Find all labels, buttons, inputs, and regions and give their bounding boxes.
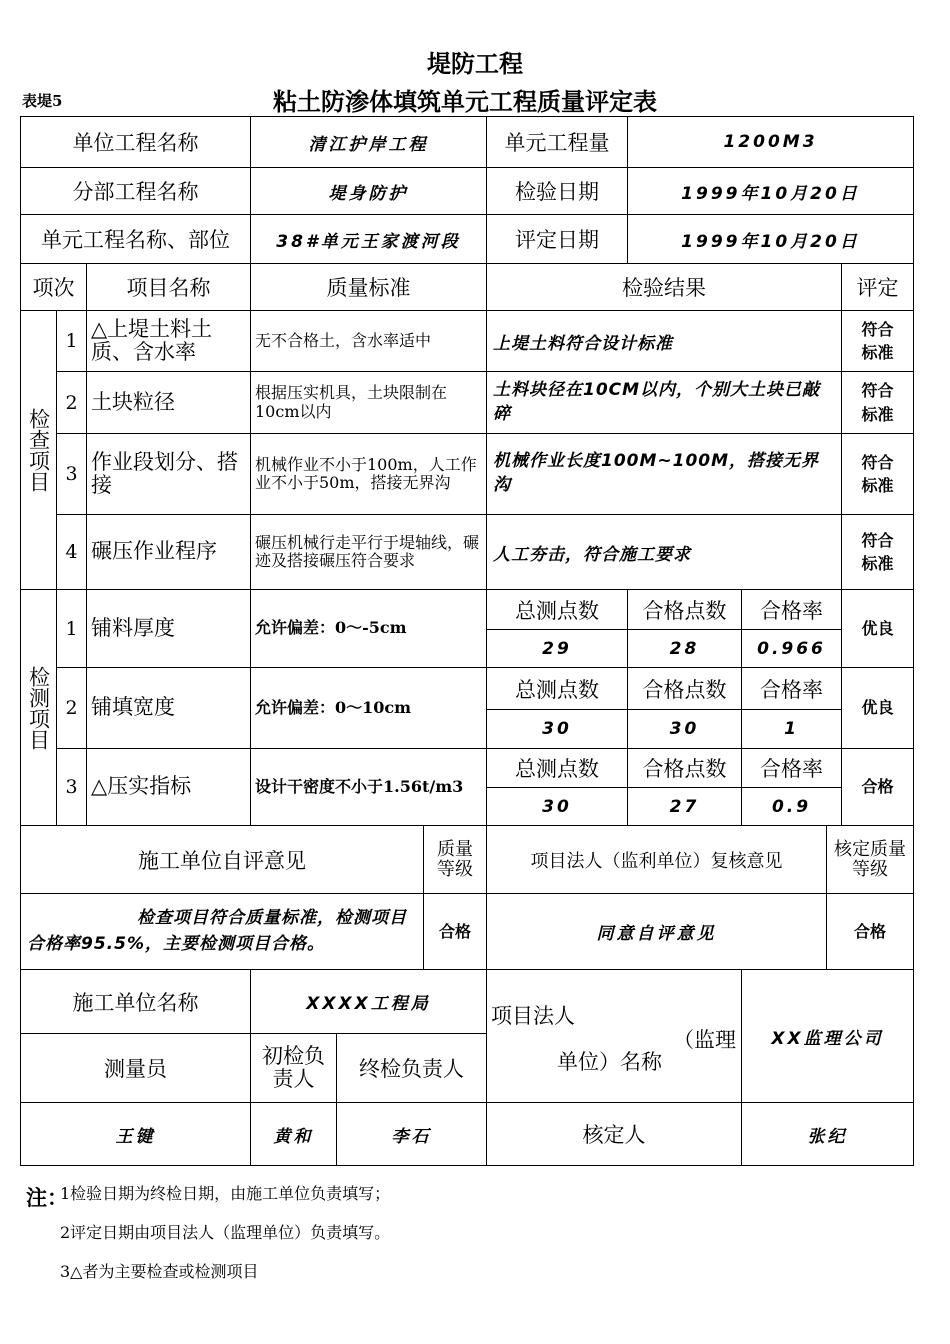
title-line-2: 粘土防渗体填筑单元工程质量评定表 — [273, 87, 657, 116]
check-item-3-result[interactable]: 机械作业长度100M~100M，搭接无界沟 — [486, 433, 842, 515]
test-item-2-rate[interactable]: 1 — [741, 709, 842, 749]
check-item-3-no: 3 — [56, 433, 87, 515]
inspection-date-value[interactable]: 1999年10月20日 — [627, 167, 914, 215]
check-item-3-rating[interactable]: 符合标准 — [841, 433, 914, 515]
test-item-3-total-label: 总测点数 — [486, 748, 628, 788]
review-label: 项目法人（监利单位）复核意见 — [486, 825, 827, 894]
initial-inspector-value[interactable]: 黄和 — [250, 1102, 337, 1166]
approver-value[interactable]: 张纪 — [741, 1102, 914, 1166]
surveyor-value[interactable]: 王键 — [20, 1102, 251, 1166]
final-inspector-label: 终检负责人 — [336, 1033, 487, 1103]
test-item-3-pass-label: 合格点数 — [627, 748, 742, 788]
check-item-3-name: 作业段划分、搭接 — [86, 433, 251, 515]
check-item-1-standard: 无不合格土，含水率适中 — [250, 310, 487, 372]
test-item-3-standard: 设计干密度不小于1.56t/m3 — [250, 748, 487, 826]
check-item-3-standard: 机械作业不小于100m，人工作业不小于50m，搭接无界沟 — [250, 433, 487, 515]
test-item-3-rate-label: 合格率 — [741, 748, 842, 788]
unit-quantity-value[interactable]: 1200M3 — [627, 116, 914, 168]
approved-grade[interactable]: 合格 — [826, 893, 914, 970]
col-item-name: 项目名称 — [86, 263, 251, 311]
check-item-1-rating[interactable]: 符合标准 — [841, 310, 914, 372]
evaluation-date-label: 评定日期 — [486, 214, 628, 264]
col-item-no: 项次 — [20, 263, 87, 311]
initial-inspector-label: 初检负责人 — [250, 1033, 337, 1103]
sub-project-value[interactable]: 堤身防护 — [250, 167, 487, 215]
legal-person-label-1: 项目法人 — [491, 1004, 575, 1028]
col-result: 检验结果 — [486, 263, 842, 311]
check-item-4-no: 4 — [56, 514, 87, 590]
test-item-2-pass-label: 合格点数 — [627, 667, 742, 710]
sub-project-label: 分部工程名称 — [20, 167, 251, 215]
unit-project-value[interactable]: 清江护岸工程 — [250, 116, 487, 168]
note-2: 2评定日期由项目法人（监理单位）负责填写。 — [60, 1223, 391, 1242]
test-item-1-pass-label: 合格点数 — [627, 589, 742, 630]
check-items-group-label — [20, 310, 57, 590]
evaluation-date-value[interactable]: 1999年10月20日 — [627, 214, 914, 264]
note-3: 3△者为主要检查或检测项目 — [60, 1262, 259, 1281]
check-item-4-rating[interactable]: 符合标准 — [841, 514, 914, 590]
check-item-2-standard: 根据压实机具，土块限制在10cm以内 — [250, 371, 487, 434]
unit-name-label: 单元工程名称、部位 — [20, 214, 251, 264]
quality-grade-label: 质量等级 — [423, 825, 487, 894]
test-item-3-no: 3 — [56, 748, 87, 826]
test-items-group-label — [20, 589, 57, 826]
check-item-4-name: 碾压作业程序 — [86, 514, 251, 590]
self-grade[interactable]: 合格 — [423, 893, 487, 970]
check-item-2-name: 土块粒径 — [86, 371, 251, 434]
test-item-1-no: 1 — [56, 589, 87, 668]
self-eval-label: 施工单位自评意见 — [20, 825, 424, 894]
unit-project-label: 单位工程名称 — [20, 116, 251, 168]
approved-grade-label: 核定质量等级 — [826, 825, 914, 894]
unit-quantity-label: 单元工程量 — [486, 116, 628, 168]
test-items-group-text: 检测项目 — [26, 665, 51, 750]
test-item-3-pass[interactable]: 27 — [627, 787, 742, 826]
test-item-1-name: 铺料厚度 — [86, 589, 251, 668]
legal-person-label-3: 单位）名称 — [557, 1050, 662, 1074]
check-item-2-result[interactable]: 土料块径在10CM以内，个别大土块已敲碎 — [486, 371, 842, 434]
note-1: 1检验日期为终检日期，由施工单位负责填写； — [60, 1184, 391, 1203]
test-item-2-pass[interactable]: 30 — [627, 709, 742, 749]
test-item-3-total[interactable]: 30 — [486, 787, 628, 826]
test-item-2-name: 铺填宽度 — [86, 667, 251, 749]
table-number: 表堤5 — [22, 92, 63, 110]
check-item-1-result[interactable]: 上堤土料符合设计标准 — [486, 310, 842, 372]
check-item-4-standard: 碾压机械行走平行于堤轴线，碾迹及搭接碾压符合要求 — [250, 514, 487, 590]
test-item-1-total[interactable]: 29 — [486, 629, 628, 668]
title-line-1: 堤防工程 — [427, 49, 523, 78]
test-item-1-rate-label: 合格率 — [741, 589, 842, 630]
check-item-2-rating[interactable]: 符合标准 — [841, 371, 914, 434]
test-item-1-pass[interactable]: 28 — [627, 629, 742, 668]
test-item-2-rating[interactable]: 优良 — [841, 667, 914, 749]
test-item-3-rating[interactable]: 合格 — [841, 748, 914, 826]
test-item-2-rate-label: 合格率 — [741, 667, 842, 710]
inspection-date-label: 检验日期 — [486, 167, 628, 215]
test-item-2-total-label: 总测点数 — [486, 667, 628, 710]
contractor-name-value[interactable]: XXXX工程局 — [250, 969, 487, 1034]
check-item-4-result[interactable]: 人工夯击，符合施工要求 — [486, 514, 842, 590]
notes-label: 注： — [26, 1185, 68, 1210]
final-inspector-value[interactable]: 李石 — [336, 1102, 487, 1166]
col-standard: 质量标准 — [250, 263, 487, 311]
test-item-1-rate[interactable]: 0.966 — [741, 629, 842, 668]
review-text[interactable]: 同意自评意见 — [486, 893, 827, 970]
test-item-2-standard: 允许偏差：0～10cm — [250, 667, 487, 749]
approver-label: 核定人 — [486, 1102, 742, 1166]
test-item-2-total[interactable]: 30 — [486, 709, 628, 749]
legal-person-label-2: （监理 — [673, 1028, 736, 1052]
check-items-group-text: 检查项目 — [26, 408, 51, 492]
test-item-3-name: △压实指标 — [86, 748, 251, 826]
test-item-3-rate[interactable]: 0.9 — [741, 787, 842, 826]
contractor-name-label: 施工单位名称 — [20, 969, 251, 1034]
col-rating: 评定 — [841, 263, 914, 311]
check-item-2-no: 2 — [56, 371, 87, 434]
check-item-1-name: △上堤土料土质、含水率 — [86, 310, 251, 372]
test-item-1-total-label: 总测点数 — [486, 589, 628, 630]
test-item-1-standard: 允许偏差：0～-5cm — [250, 589, 487, 668]
surveyor-label: 测量员 — [20, 1033, 251, 1103]
self-eval-text[interactable]: 检查项目符合质量标准，检测项目合格率95.5%，主要检测项目合格。 — [20, 893, 424, 970]
legal-person-label-cell — [486, 969, 742, 1103]
test-item-1-rating[interactable]: 优良 — [841, 589, 914, 668]
test-item-2-no: 2 — [56, 667, 87, 749]
legal-person-value[interactable]: XX监理公司 — [741, 969, 914, 1103]
check-item-1-no: 1 — [56, 310, 87, 372]
unit-name-value[interactable]: 38#单元王家渡河段 — [250, 214, 487, 264]
